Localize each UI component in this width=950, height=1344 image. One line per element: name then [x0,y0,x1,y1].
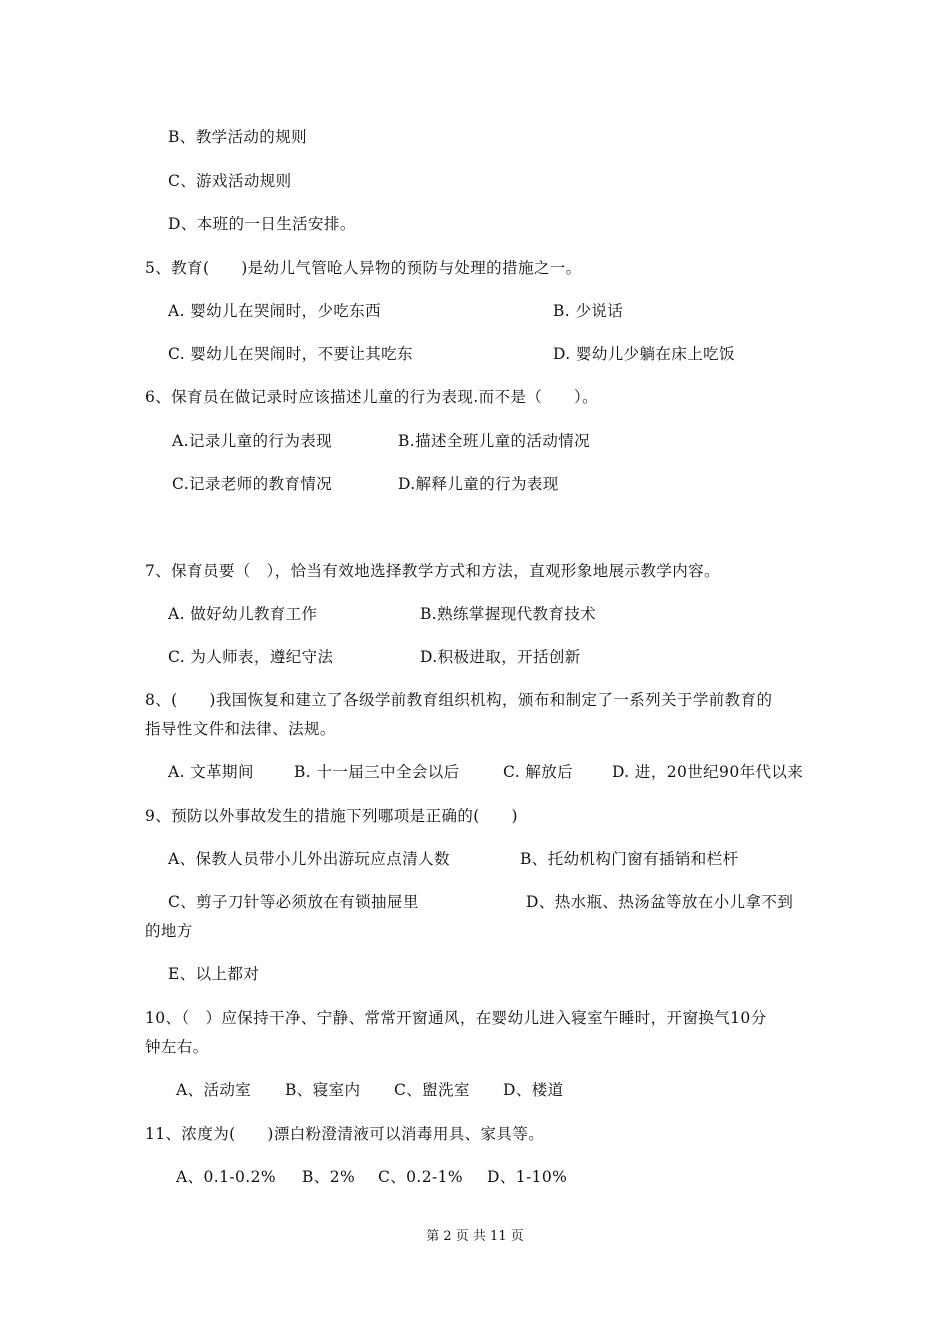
q10-option-d: D、楼道 [503,1081,564,1099]
q7-option-c: C. 为人师表，遵纪守法 [168,648,334,666]
q5-option-d: D. 婴幼儿少躺在床上吃饭 [553,345,735,363]
page-footer: 第 2 页 共 11 页 [426,1229,524,1244]
q7-stem: 7、保育员要（ ），恰当有效地选择教学方式和方法，直观形象地展示教学内容。 [145,562,720,580]
q4-option-d: D、本班的一日生活安排。 [168,215,356,233]
q8-option-b: B. 十一届三中全会以后 [294,763,460,781]
q6-option-c: C.记录老师的教育情况 [172,475,333,493]
q8-option-d: D. 进，20世纪90年代以来 [612,763,804,781]
q8-option-a: A. 文革期间 [168,763,254,781]
q9-option-a: A、保教人员带小儿外出游玩应点清人数 [168,850,450,868]
q7-option-a: A. 做好幼儿教育工作 [168,605,318,623]
q9-option-c: C、剪子刀针等必须放在有锁抽屉里 [168,893,419,911]
q7-option-b: B.熟练掌握现代教育技术 [420,605,597,623]
q5-option-a: A. 婴幼儿在哭闹时，少吃东西 [168,302,382,320]
q8-stem-line1: 8、( )我国恢复和建立了各级学前教育组织机构，颁布和制定了一系列关于学前教育的 [145,691,773,709]
q5-option-b: B. 少说话 [553,302,624,320]
q9-option-b: B、托幼机构门窗有插销和栏杆 [520,850,739,868]
q11-stem: 11、浓度为( )漂白粉澄清液可以消毒用具、家具等。 [145,1125,545,1143]
q9-option-e: E、以上都对 [168,965,260,983]
q10-option-a: A、活动室 [176,1081,252,1099]
q7-option-d: D.积极进取，开括创新 [420,648,581,666]
q4-option-b: B、教学活动的规则 [168,128,307,146]
q6-option-b: B.描述全班儿童的活动情况 [398,432,591,450]
q10-option-c: C、盥洗室 [394,1081,470,1099]
q11-option-a: A、0.1-0.2% [176,1168,276,1186]
q10-stem-line1: 10、（ ）应保持干净、宁静、常常开窗通风，在婴幼儿进入寝室午睡时，开窗换气10分 [145,1009,767,1027]
q11-option-b: B、2% [302,1168,356,1186]
q5-stem: 5、教育( )是幼儿气管呛人异物的预防与处理的措施之一。 [145,259,582,277]
q6-stem: 6、保育员在做记录时应该描述儿童的行为表现.而不是（ ）。 [145,388,599,406]
q6-option-d: D.解释儿童的行为表现 [398,475,559,493]
q11-option-c: C、0.2-1% [378,1168,464,1186]
q11-option-d: D、1-10% [487,1168,568,1186]
q8-option-c: C. 解放后 [503,763,574,781]
q8-stem-line2: 指导性文件和法律、法规。 [145,720,336,738]
q9-stem: 9、预防以外事故发生的措施下列哪项是正确的( ) [145,807,518,825]
q6-option-a: A.记录儿童的行为表现 [172,432,333,450]
q9-option-d-line2: 的地方 [145,922,193,940]
q4-option-c: C、游戏活动规则 [168,172,292,190]
q10-option-b: B、寝室内 [285,1081,361,1099]
q10-stem-line2: 钟左右。 [145,1038,209,1056]
q9-option-d-line1: D、热水瓶、热汤盆等放在小儿拿不到 [526,893,794,911]
q5-option-c: C. 婴幼儿在哭闹时，不要让其吃东 [168,345,413,363]
